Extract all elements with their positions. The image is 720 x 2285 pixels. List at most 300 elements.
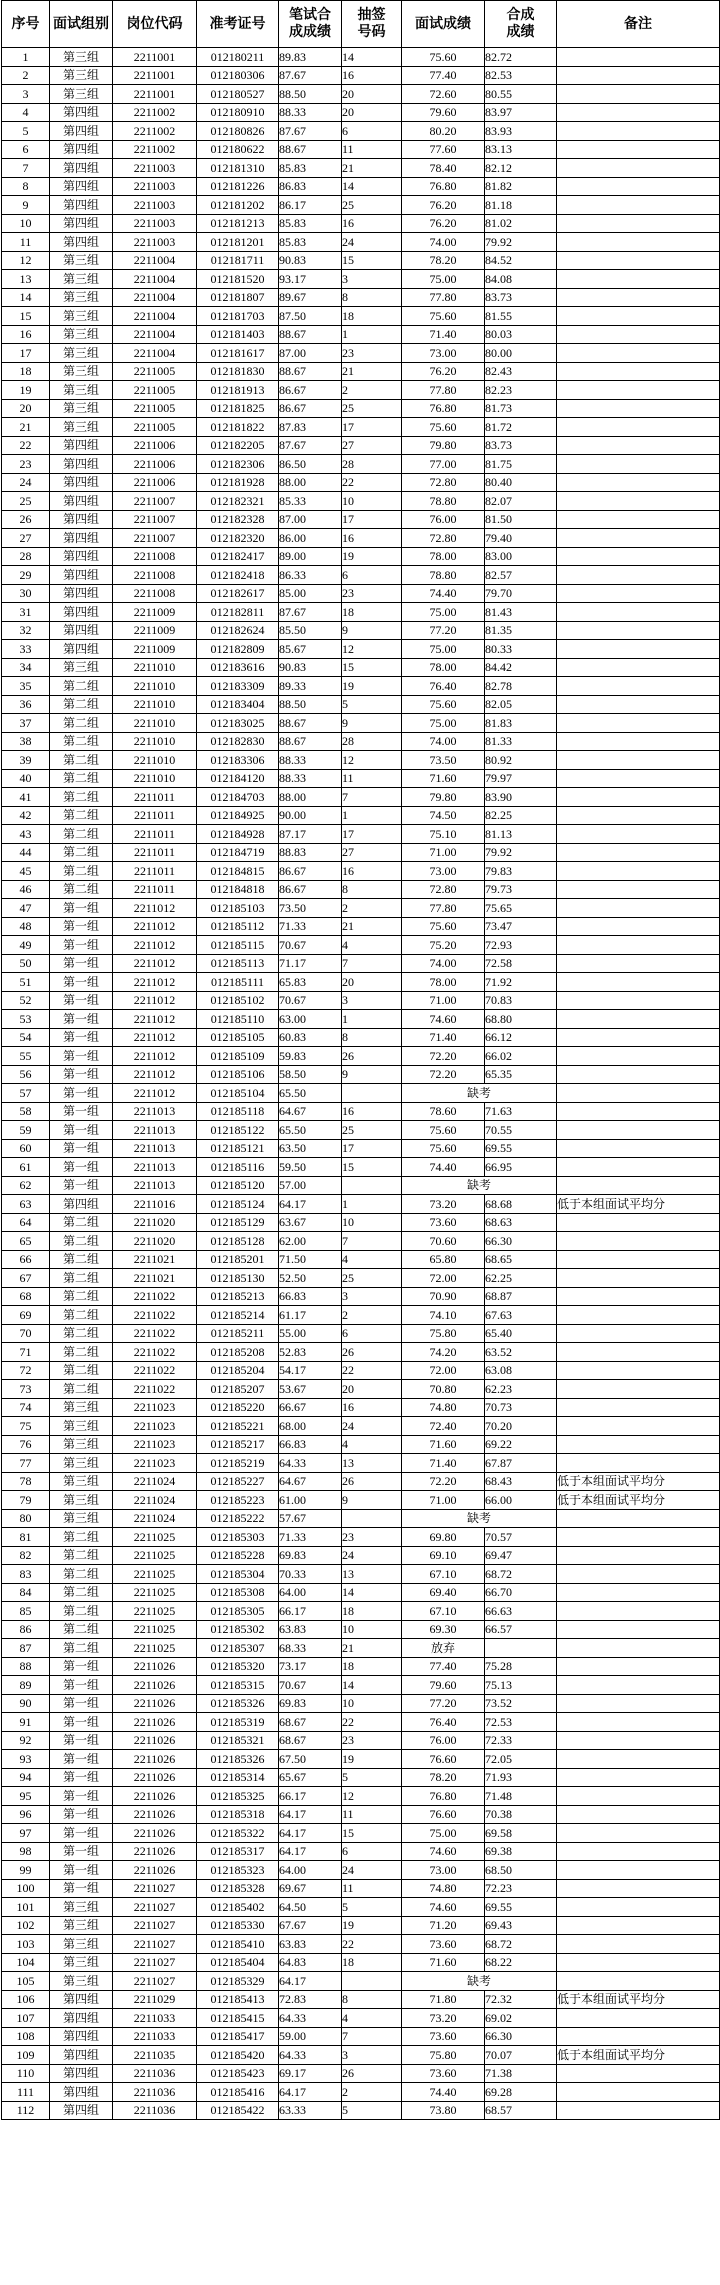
- remarks-cell: [557, 714, 720, 733]
- ticket-cell: 012185328: [197, 1879, 279, 1898]
- post-code-cell: 2211011: [113, 880, 197, 899]
- group-cell: 第一组: [50, 1102, 113, 1121]
- remarks-cell: [557, 1787, 720, 1806]
- total-score-cell: 69.47: [485, 1546, 557, 1565]
- draw-number-cell: 9: [342, 1065, 402, 1084]
- group-cell: 第一组: [50, 1028, 113, 1047]
- interview-score-cell: 71.20: [402, 1916, 485, 1935]
- total-score-cell: 79.40: [485, 529, 557, 548]
- table-row: [2, 2064, 720, 2083]
- ticket-cell: 012181403: [197, 325, 279, 344]
- table-row: [2, 825, 720, 844]
- draw-number-cell: 4: [342, 2009, 402, 2028]
- total-score-cell: 68.22: [485, 1953, 557, 1972]
- group-cell: 第一组: [50, 1676, 113, 1695]
- remarks-cell: [557, 2064, 720, 2083]
- group-cell: 第三组: [50, 1491, 113, 1510]
- remarks-cell: [557, 936, 720, 955]
- remarks-cell: [557, 418, 720, 437]
- written-score-cell: 66.17: [279, 1787, 342, 1806]
- group-cell: 第二组: [50, 1620, 113, 1639]
- draw-number-cell: 10: [342, 1213, 402, 1232]
- seq-cell: 30: [2, 584, 50, 603]
- written-score-cell: 86.83: [279, 177, 342, 196]
- remarks-cell: [557, 2101, 720, 2120]
- table-row: [2, 492, 720, 511]
- total-score-cell: 83.00: [485, 547, 557, 566]
- remarks-cell: [557, 880, 720, 899]
- seq-cell: 24: [2, 473, 50, 492]
- table-row: [2, 1213, 720, 1232]
- total-score-cell: 66.30: [485, 1232, 557, 1251]
- post-code-cell: 2211027: [113, 1916, 197, 1935]
- interview-score-cell: 77.40: [402, 66, 485, 85]
- written-score-cell: 93.17: [279, 270, 342, 289]
- written-score-cell: 88.00: [279, 473, 342, 492]
- interview-score-cell: 78.00: [402, 658, 485, 677]
- remarks-cell: [557, 1676, 720, 1695]
- interview-score-cell: 72.20: [402, 1065, 485, 1084]
- table-row: [2, 954, 720, 973]
- group-cell: 第四组: [50, 547, 113, 566]
- post-code-cell: 2211026: [113, 1750, 197, 1769]
- remarks-cell: [557, 1324, 720, 1343]
- ticket-cell: 012182320: [197, 529, 279, 548]
- total-score-cell: 63.08: [485, 1361, 557, 1380]
- ticket-cell: 012185402: [197, 1898, 279, 1917]
- total-score-cell: 79.92: [485, 233, 557, 252]
- table-row: [2, 1010, 720, 1029]
- written-score-cell: 88.67: [279, 714, 342, 733]
- total-score-cell: 83.90: [485, 788, 557, 807]
- total-score-cell: 72.32: [485, 1990, 557, 2009]
- seq-cell: 16: [2, 325, 50, 344]
- interview-score-cell: 75.60: [402, 418, 485, 437]
- seq-cell: 94: [2, 1768, 50, 1787]
- seq-cell: 103: [2, 1935, 50, 1954]
- written-score-cell: 89.67: [279, 288, 342, 307]
- seq-cell: 111: [2, 2083, 50, 2102]
- table-row: [2, 1990, 720, 2009]
- remarks-cell: [557, 1084, 720, 1103]
- group-cell: 第一组: [50, 1158, 113, 1177]
- remarks-cell: [557, 769, 720, 788]
- interview-score-cell: 75.60: [402, 1139, 485, 1158]
- written-score-cell: 87.67: [279, 436, 342, 455]
- ticket-cell: 012185330: [197, 1916, 279, 1935]
- total-score-cell: 68.72: [485, 1565, 557, 1584]
- post-code-cell: 2211012: [113, 991, 197, 1010]
- ticket-cell: 012180826: [197, 122, 279, 141]
- seq-cell: 20: [2, 399, 50, 418]
- seq-cell: 61: [2, 1158, 50, 1177]
- seq-cell: 64: [2, 1213, 50, 1232]
- seq-cell: 107: [2, 2009, 50, 2028]
- ticket-cell: 012184120: [197, 769, 279, 788]
- interview-score-cell: 75.60: [402, 307, 485, 326]
- written-score-cell: 64.17: [279, 1972, 342, 1991]
- ticket-cell: 012185214: [197, 1306, 279, 1325]
- header-remarks: 备注: [557, 1, 720, 48]
- total-score-cell: 83.73: [485, 288, 557, 307]
- table-row: [2, 1435, 720, 1454]
- group-cell: 第二组: [50, 1343, 113, 1362]
- table-row: [2, 381, 720, 400]
- post-code-cell: 2211025: [113, 1639, 197, 1658]
- written-score-cell: 70.33: [279, 1565, 342, 1584]
- interview-score-cell: 75.60: [402, 1121, 485, 1140]
- interview-score-cell: 75.00: [402, 270, 485, 289]
- interview-score-cell: 78.60: [402, 1102, 485, 1121]
- ticket-cell: 012185318: [197, 1805, 279, 1824]
- group-cell: 第一组: [50, 1824, 113, 1843]
- written-score-cell: 58.50: [279, 1065, 342, 1084]
- written-score-cell: 60.83: [279, 1028, 342, 1047]
- remarks-cell: [557, 1898, 720, 1917]
- seq-cell: 69: [2, 1306, 50, 1325]
- table-row: [2, 880, 720, 899]
- written-score-cell: 85.33: [279, 492, 342, 511]
- post-code-cell: 2211012: [113, 954, 197, 973]
- remarks-cell: [557, 1694, 720, 1713]
- seq-cell: 83: [2, 1565, 50, 1584]
- written-score-cell: 61.17: [279, 1306, 342, 1325]
- group-cell: 第一组: [50, 1694, 113, 1713]
- written-score-cell: 88.50: [279, 85, 342, 104]
- written-score-cell: 68.00: [279, 1417, 342, 1436]
- draw-number-cell: 2: [342, 381, 402, 400]
- written-score-cell: 88.67: [279, 732, 342, 751]
- seq-cell: 35: [2, 677, 50, 696]
- group-cell: 第三组: [50, 325, 113, 344]
- written-score-cell: 72.83: [279, 1990, 342, 2009]
- remarks-cell: [557, 362, 720, 381]
- group-cell: 第四组: [50, 2064, 113, 2083]
- group-cell: 第四组: [50, 436, 113, 455]
- remarks-cell: [557, 1546, 720, 1565]
- ticket-cell: 012185303: [197, 1528, 279, 1547]
- written-score-cell: 71.17: [279, 954, 342, 973]
- interview-score-cell: 72.40: [402, 1417, 485, 1436]
- table-row: [2, 1065, 720, 1084]
- total-score-cell: 67.63: [485, 1306, 557, 1325]
- table-row: [2, 788, 720, 807]
- total-score-cell: 72.58: [485, 954, 557, 973]
- post-code-cell: 2211003: [113, 159, 197, 178]
- seq-cell: 59: [2, 1121, 50, 1140]
- table-row: [2, 936, 720, 955]
- table-row: [2, 862, 720, 881]
- total-score-cell: 69.43: [485, 1916, 557, 1935]
- interview-score-cell: 77.20: [402, 1694, 485, 1713]
- group-cell: 第三组: [50, 251, 113, 270]
- seq-cell: 54: [2, 1028, 50, 1047]
- post-code-cell: 2211025: [113, 1546, 197, 1565]
- table-row: [2, 1676, 720, 1695]
- group-cell: 第二组: [50, 1250, 113, 1269]
- interview-score-cell: 71.00: [402, 843, 485, 862]
- total-score-cell: 69.28: [485, 2083, 557, 2102]
- total-score-cell: 82.05: [485, 695, 557, 714]
- written-score-cell: 88.33: [279, 103, 342, 122]
- seq-cell: 8: [2, 177, 50, 196]
- seq-cell: 3: [2, 85, 50, 104]
- table-row: [2, 640, 720, 659]
- table-row: [2, 85, 720, 104]
- interview-score-cell: 74.80: [402, 1398, 485, 1417]
- draw-number-cell: 21: [342, 1639, 402, 1658]
- draw-number-cell: 18: [342, 1602, 402, 1621]
- draw-number-cell: 24: [342, 1861, 402, 1880]
- seq-cell: 98: [2, 1842, 50, 1861]
- interview-score-cell: 74.20: [402, 1343, 485, 1362]
- draw-number-cell: 5: [342, 1898, 402, 1917]
- interview-score-cell: 70.80: [402, 1380, 485, 1399]
- post-code-cell: 2211023: [113, 1435, 197, 1454]
- seq-cell: 43: [2, 825, 50, 844]
- interview-score-cell: 71.40: [402, 1454, 485, 1473]
- total-score-cell: 68.50: [485, 1861, 557, 1880]
- table-row: [2, 399, 720, 418]
- interview-score-cell: 74.50: [402, 806, 485, 825]
- written-score-cell: 61.00: [279, 1491, 342, 1510]
- draw-number-cell: 2: [342, 899, 402, 918]
- post-code-cell: 2211005: [113, 381, 197, 400]
- seq-cell: 40: [2, 769, 50, 788]
- ticket-cell: 012185422: [197, 2101, 279, 2120]
- post-code-cell: 2211012: [113, 1028, 197, 1047]
- group-cell: 第一组: [50, 991, 113, 1010]
- seq-cell: 34: [2, 658, 50, 677]
- draw-number-cell: 11: [342, 769, 402, 788]
- written-score-cell: 64.33: [279, 1454, 342, 1473]
- total-score-cell: 66.57: [485, 1620, 557, 1639]
- draw-number-cell: 16: [342, 214, 402, 233]
- post-code-cell: 2211036: [113, 2101, 197, 2120]
- total-score-cell: 65.40: [485, 1324, 557, 1343]
- remarks-cell: [557, 1102, 720, 1121]
- group-cell: 第一组: [50, 936, 113, 955]
- seq-cell: 2: [2, 66, 50, 85]
- written-score-cell: 57.67: [279, 1509, 342, 1528]
- interview-score-cell: 73.20: [402, 2009, 485, 2028]
- remarks-cell: [557, 825, 720, 844]
- written-score-cell: 63.00: [279, 1010, 342, 1029]
- post-code-cell: 2211008: [113, 547, 197, 566]
- total-score-cell: 72.05: [485, 1750, 557, 1769]
- draw-number-cell: 12: [342, 640, 402, 659]
- written-score-cell: 66.67: [279, 1398, 342, 1417]
- post-code-cell: 2211024: [113, 1509, 197, 1528]
- ticket-cell: 012185129: [197, 1213, 279, 1232]
- total-score-cell: 84.08: [485, 270, 557, 289]
- seq-cell: 23: [2, 455, 50, 474]
- draw-number-cell: 9: [342, 1491, 402, 1510]
- table-row: [2, 159, 720, 178]
- post-code-cell: 2211036: [113, 2064, 197, 2083]
- remarks-cell: [557, 862, 720, 881]
- written-score-cell: 68.33: [279, 1639, 342, 1658]
- post-code-cell: 2211035: [113, 2046, 197, 2065]
- written-score-cell: 87.67: [279, 122, 342, 141]
- group-cell: 第四组: [50, 473, 113, 492]
- post-code-cell: 2211006: [113, 455, 197, 474]
- interview-score-cell: 73.60: [402, 1213, 485, 1232]
- total-score-cell: 82.53: [485, 66, 557, 85]
- ticket-cell: 012185423: [197, 2064, 279, 2083]
- draw-number-cell: 3: [342, 270, 402, 289]
- remarks-cell: [557, 492, 720, 511]
- post-code-cell: 2211021: [113, 1269, 197, 1288]
- ticket-cell: 012185221: [197, 1417, 279, 1436]
- interview-score-cell: 72.00: [402, 1361, 485, 1380]
- group-cell: 第三组: [50, 270, 113, 289]
- interview-score-cell: 69.40: [402, 1583, 485, 1602]
- seq-cell: 84: [2, 1583, 50, 1602]
- ticket-cell: 012182328: [197, 510, 279, 529]
- remarks-cell: [557, 159, 720, 178]
- group-cell: 第二组: [50, 1528, 113, 1547]
- post-code-cell: 2211004: [113, 344, 197, 363]
- ticket-cell: 012185305: [197, 1602, 279, 1621]
- draw-number-cell: 22: [342, 1361, 402, 1380]
- ticket-cell: 012185302: [197, 1620, 279, 1639]
- post-code-cell: 2211025: [113, 1565, 197, 1584]
- ticket-cell: 012185105: [197, 1028, 279, 1047]
- total-score-cell: 66.12: [485, 1028, 557, 1047]
- group-cell: 第四组: [50, 2101, 113, 2120]
- post-code-cell: 2211010: [113, 695, 197, 714]
- seq-cell: 108: [2, 2027, 50, 2046]
- table-row: [2, 177, 720, 196]
- ticket-cell: 012185201: [197, 1250, 279, 1269]
- interview-score-cell: 75.00: [402, 640, 485, 659]
- total-score-cell: 79.92: [485, 843, 557, 862]
- written-score-cell: 71.33: [279, 1528, 342, 1547]
- total-score-cell: 82.57: [485, 566, 557, 585]
- interview-score-cell: 76.00: [402, 1731, 485, 1750]
- group-cell: 第二组: [50, 825, 113, 844]
- table-row: [2, 66, 720, 85]
- total-score-cell: 67.87: [485, 1454, 557, 1473]
- table-row: [2, 1657, 720, 1676]
- group-cell: 第四组: [50, 196, 113, 215]
- interview-score-cell: 70.60: [402, 1232, 485, 1251]
- written-score-cell: 59.00: [279, 2027, 342, 2046]
- written-score-cell: 53.67: [279, 1380, 342, 1399]
- post-code-cell: 2211012: [113, 899, 197, 918]
- interview-score-cell: 78.00: [402, 973, 485, 992]
- seq-cell: 92: [2, 1731, 50, 1750]
- ticket-cell: 012185410: [197, 1935, 279, 1954]
- written-score-cell: 59.50: [279, 1158, 342, 1177]
- ticket-cell: 012185118: [197, 1102, 279, 1121]
- table-row: [2, 1195, 720, 1214]
- interview-score-cell: 71.40: [402, 325, 485, 344]
- written-score-cell: 64.00: [279, 1583, 342, 1602]
- draw-number-cell: 17: [342, 510, 402, 529]
- seq-cell: 17: [2, 344, 50, 363]
- seq-cell: 96: [2, 1805, 50, 1824]
- group-cell: 第三组: [50, 66, 113, 85]
- group-cell: 第二组: [50, 1639, 113, 1658]
- ticket-cell: 012184818: [197, 880, 279, 899]
- total-score-cell: 82.78: [485, 677, 557, 696]
- ticket-cell: 012185404: [197, 1953, 279, 1972]
- seq-cell: 38: [2, 732, 50, 751]
- table-row: [2, 899, 720, 918]
- draw-number-cell: 15: [342, 1824, 402, 1843]
- table-row: [2, 1879, 720, 1898]
- absence-status-cell: 缺考: [402, 1084, 557, 1103]
- group-cell: 第三组: [50, 1935, 113, 1954]
- post-code-cell: 2211012: [113, 1084, 197, 1103]
- written-score-cell: 87.83: [279, 418, 342, 437]
- seq-cell: 39: [2, 751, 50, 770]
- interview-score-cell: 放弃: [402, 1639, 485, 1658]
- written-score-cell: 85.83: [279, 214, 342, 233]
- post-code-cell: 2211011: [113, 806, 197, 825]
- remarks-cell: [557, 658, 720, 677]
- table-row: [2, 473, 720, 492]
- interview-score-cell: 79.60: [402, 103, 485, 122]
- seq-cell: 85: [2, 1602, 50, 1621]
- draw-number-cell: 2: [342, 1306, 402, 1325]
- remarks-cell: [557, 1139, 720, 1158]
- remarks-cell: [557, 1269, 720, 1288]
- table-row: [2, 843, 720, 862]
- draw-number-cell: 15: [342, 251, 402, 270]
- total-score-cell: 81.50: [485, 510, 557, 529]
- group-cell: 第四组: [50, 640, 113, 659]
- group-cell: 第二组: [50, 806, 113, 825]
- post-code-cell: 2211013: [113, 1158, 197, 1177]
- draw-number-cell: 3: [342, 2046, 402, 2065]
- group-cell: 第二组: [50, 714, 113, 733]
- ticket-cell: 012185219: [197, 1454, 279, 1473]
- remarks-cell: [557, 381, 720, 400]
- total-score-cell: 62.23: [485, 1380, 557, 1399]
- table-row: [2, 1047, 720, 1066]
- ticket-cell: 012185112: [197, 917, 279, 936]
- table-row: [2, 140, 720, 159]
- written-score-cell: 86.50: [279, 455, 342, 474]
- written-score-cell: 70.67: [279, 936, 342, 955]
- interview-score-cell: 78.40: [402, 159, 485, 178]
- group-cell: 第四组: [50, 159, 113, 178]
- table-row: [2, 1287, 720, 1306]
- table-row: [2, 307, 720, 326]
- interview-score-cell: 75.60: [402, 695, 485, 714]
- ticket-cell: 012182830: [197, 732, 279, 751]
- remarks-cell: [557, 288, 720, 307]
- ticket-cell: 012183306: [197, 751, 279, 770]
- draw-number-cell: 23: [342, 1731, 402, 1750]
- remarks-cell: [557, 677, 720, 696]
- remarks-cell: [557, 1176, 720, 1195]
- ticket-cell: 012181830: [197, 362, 279, 381]
- ticket-cell: 012185325: [197, 1787, 279, 1806]
- remarks-cell: 低于本组面试平均分: [557, 2046, 720, 2065]
- seq-cell: 18: [2, 362, 50, 381]
- draw-number-cell: 27: [342, 436, 402, 455]
- draw-number-cell: 12: [342, 751, 402, 770]
- seq-cell: 87: [2, 1639, 50, 1658]
- interview-score-cell: 67.10: [402, 1602, 485, 1621]
- post-code-cell: 2211005: [113, 418, 197, 437]
- post-code-cell: 2211007: [113, 492, 197, 511]
- draw-number-cell: 18: [342, 307, 402, 326]
